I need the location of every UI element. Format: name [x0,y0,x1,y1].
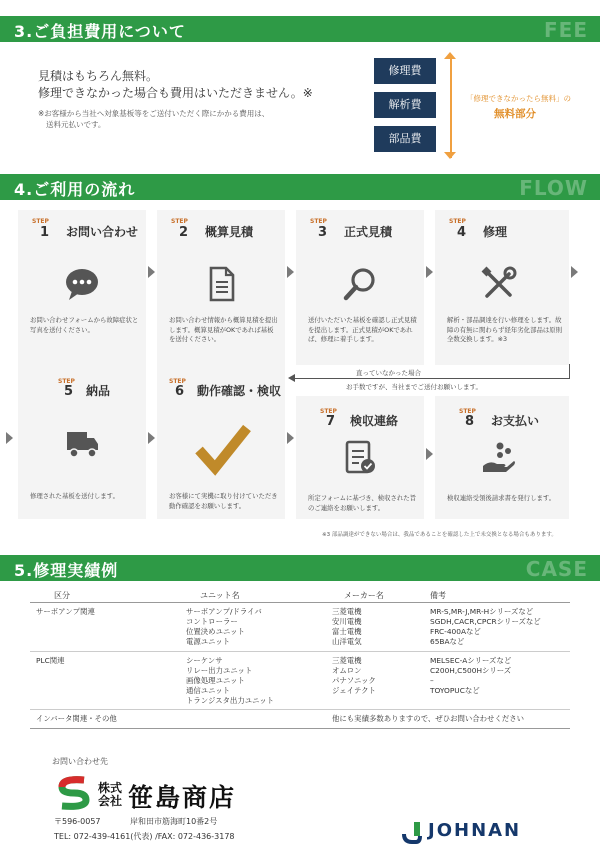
section3-header [0,16,600,42]
section4-title: 4.ご利用の流れ [14,180,136,199]
free-estimate-text [38,68,313,102]
flow-arrow-icon [6,432,13,444]
shipping-note [38,108,269,130]
table-divider [30,728,570,729]
step-label: STEP [459,408,476,415]
unit-name: サーボアンプ/ドライバ [186,607,262,616]
flow-arrow-icon [287,432,294,444]
unit-name: 位置決めユニット [186,627,245,636]
clipboard-check-icon [341,438,379,476]
maker-name: 三菱電機 [332,656,362,665]
address: 岸和田市筋海町10番2号 [130,817,218,826]
unit-name: トランジスタ出力ユニット [186,696,274,705]
step-desc: お問い合わせ情報から概算見積を提出します。概算見積がOKであれば基板を送付ください。 [169,316,278,343]
section3-ghost-label: FEE [544,18,588,42]
retry-loop-line [294,378,570,379]
company-prefix: 株式会社 [98,781,123,808]
section5-ghost-label: CASE [525,557,588,581]
retry-loop-riser [569,364,570,379]
step-name: 概算見積 [205,225,254,239]
step-label: STEP [310,218,327,225]
maker-name: 三菱電機 [332,607,362,616]
table-cell-makers [332,656,376,696]
flow-arrow-icon [148,266,155,278]
note-text: TOYOPUCなど [430,686,480,695]
contact-label: お問い合わせ先 [52,757,108,766]
free-bracket [450,56,464,158]
unit-name: 通信ユニット [186,686,231,695]
tools-icon [480,265,518,303]
step-name: お問い合わせ [66,225,139,239]
bracket-arrow-down-icon [444,152,456,159]
note-text: 65BAなど [430,637,465,646]
maker-name: パナソニック [332,676,376,685]
maker-name: ジェイテクト [332,686,376,695]
chat-bubble-icon [63,265,101,303]
table-cell-makers [332,607,362,647]
truck-icon [63,424,101,462]
free-estimate-line2: 修理できなかった場合も費用はいただきません。※ [38,86,313,100]
step-4-card [435,210,569,365]
cost-repair: 修理費 [374,58,436,84]
retry-instruction: お手数ですが、当社までご送付お願いします。 [346,383,482,391]
step-label: STEP [449,218,466,225]
step-desc: お問い合わせフォームから故障症状と写真を送付ください。 [30,316,139,334]
step-name: 修理 [483,225,508,239]
table-divider [30,651,570,652]
flow-arrow-icon [287,266,294,278]
table-cell-units [186,607,262,647]
step-number: 8 [465,414,475,429]
phone-fax: TEL: 072-439-4161(代表) /FAX: 072-436-3178 [54,832,235,841]
unit-name: 電源ユニット [186,637,231,646]
section5-title: 5.修理実績例 [14,561,119,580]
free-part-label: 無料部分 [494,108,536,120]
shipping-note-line2: 送料元払いです。 [46,120,106,129]
maker-name: 安川電機 [332,617,362,626]
unit-name: 画像処理ユニット [186,676,245,685]
table-cell-category: サーボアンプ関連 [36,607,95,616]
shipping-note-line1: ※お客様から当社へ対象基板等をご送付いただく際にかかる費用は、 [38,109,270,118]
step-desc: 検収連絡受領後請求書を発行します。 [447,494,556,502]
step-label: STEP [171,218,188,225]
step-name: 動作確認・検収 [197,384,282,398]
flow-arrow-icon [426,266,433,278]
step-desc: 所定フォームに基づき、検収された旨のご連絡をお願いします。 [308,494,417,512]
brand-logo-text: JOHNAN [428,820,522,841]
table-divider [30,602,570,603]
step-number: 1 [40,225,50,240]
step-8-card [435,396,569,519]
table-cell-category: インバータ関連・その他 [36,714,117,723]
note-text: FRC-400Aなど [430,627,481,636]
table-divider [30,709,570,710]
flow-arrow-icon [426,448,433,460]
maker-name: オムロン [332,666,362,675]
step-desc: 送付いただいた基板を確認し正式見積を提出します。正式見積がOKであれば、修理に着手します。 [308,316,417,343]
johnan-logo-icon [402,822,424,844]
step-7-card [296,396,424,519]
section4-header [0,174,600,200]
col-header-maker: メーカー名 [344,591,384,600]
step-number: 4 [457,225,467,240]
section5-header [0,555,600,581]
step-name: 正式見積 [344,225,393,239]
retry-label: 直っていなかった場合 [356,369,421,377]
company-logo-icon [54,776,94,810]
magnifier-icon [341,265,379,303]
note-text: – [430,676,434,685]
unit-name: コントローラー [186,617,238,626]
step-3-card [296,210,424,365]
section3-title: 3.ご負担費用について [14,22,186,41]
retry-arrow-icon [288,374,295,382]
hand-coins-icon [480,438,518,476]
maker-name: 山洋電気 [332,637,362,646]
step-5-card [18,364,146,519]
step-desc: 解析・部品調達を行い修理をします。故障の有無に関わらず経年劣化部品は原則全数交換します。※3 [447,316,563,343]
note-text: MR-S,MR-J,MR-Hシリーズなど [430,607,534,616]
col-header-notes: 備考 [430,591,446,600]
step-number: 5 [64,384,74,399]
step-name: 納品 [86,384,111,398]
maker-name: 富士電機 [332,627,362,636]
step-label: STEP [58,378,75,385]
parts-note: ※3 部品調達ができない場合は、我品であることを確認した上で未交換となる場合もあります。 [322,532,557,538]
table-cell-category: PLC関連 [36,656,65,665]
step-1-card [18,210,146,365]
cost-analysis: 解析費 [374,92,436,118]
company-name: 笹島商店 [128,783,237,812]
section4-ghost-label: FLOW [519,176,588,200]
table-cell-makers: 他にも実績多数ありますので、ぜひお問い合わせください [332,714,525,723]
postal-code: 〒596-0057 [54,817,101,826]
cost-parts: 部品費 [374,126,436,152]
step-name: 検収連絡 [350,414,399,428]
step-6-card [157,364,285,519]
step-label: STEP [320,408,337,415]
table-cell-units [186,656,274,706]
free-caption: 「修理できなかったら無料」の [466,94,571,103]
step-name: お支払い [491,414,540,428]
col-header-category: 区分 [54,591,70,600]
step-label: STEP [32,218,49,225]
table-cell-notes [430,607,541,647]
unit-name: シーケンサ [186,656,223,665]
step-desc: 修理された基板を送付します。 [30,492,119,500]
checkmark-icon [193,420,253,480]
col-header-unit: ユニット名 [200,591,240,600]
unit-name: リレー出力ユニット [186,666,253,675]
step-number: 6 [175,384,185,399]
step-2-card [157,210,285,365]
note-text: SGDH,CACR,CPCRシリーズなど [430,617,541,626]
flow-arrow-icon [148,432,155,444]
flow-arrow-icon [571,266,578,278]
table-cell-notes [430,656,511,696]
step-desc: お客様にて実機に取り付けていただき動作確認をお願いします。 [169,492,278,510]
step-number: 3 [318,225,328,240]
step-label: STEP [169,378,186,385]
step-number: 7 [326,414,336,429]
note-text: MELSEC-Aシリーズなど [430,656,512,665]
document-icon [202,265,240,303]
free-estimate-line1: 見積はもちろん無料。 [38,69,159,83]
note-text: C200H,C500Hシリーズ [430,666,512,675]
step-number: 2 [179,225,189,240]
